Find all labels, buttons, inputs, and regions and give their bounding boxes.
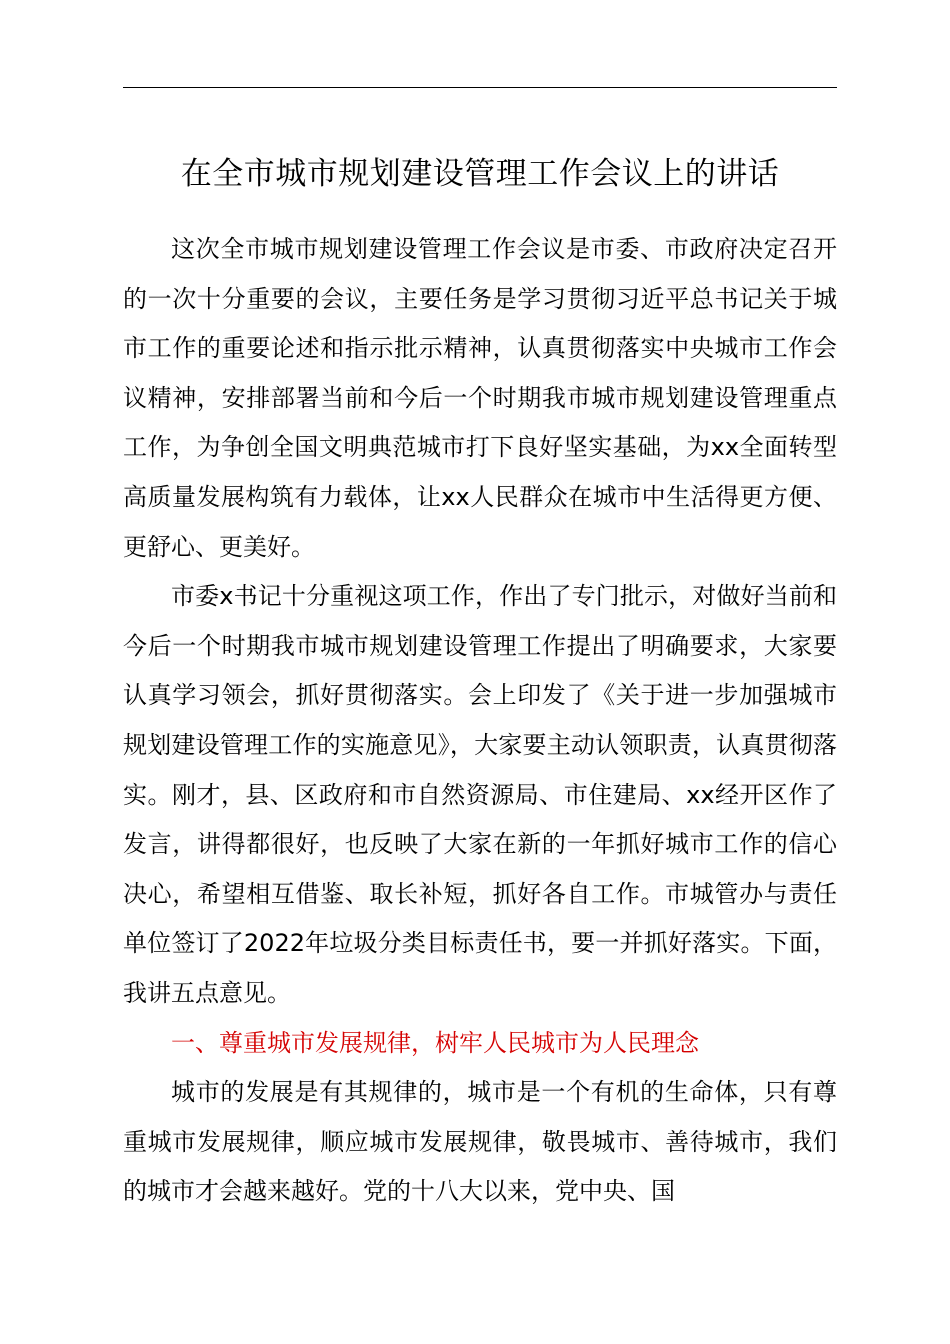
document-body (123, 225, 837, 1217)
paragraph-intro: 这次全市城市规划建设管理工作会议是市委、市政府决定召开的一次十分重要的会议，主要任务是学习贯彻习近平总书记关于城市工作的重要论述和指示批示精神，认真贯彻落实中央城市工作会议精神，安排部署当前和今后一个时期我市城市规划建设管理重点工作，为争创全国文明典范城市打下良好坚实基础，为xx全面转型高质量发展构筑有力载体，让xx人民群众在城市中生活得更方便、更舒心、更美好。 (123, 235, 837, 561)
document-title: 在全市城市规划建设管理工作会议上的讲话 (180, 156, 780, 192)
paragraph-section-one: 城市的发展是有其规律的，城市是一个有机的生命体，只有尊重城市发展规律，顺应城市发展规律，敬畏城市、善待城市，我们的城市才会越来越好。党的十八大以来，党中央、国 (123, 1078, 837, 1206)
section-heading: 一、尊重城市发展规律，树牢人民城市为人民理念 (171, 1028, 699, 1057)
paragraph-context: 市委x书记十分重视这项工作，作出了专门批示，对做好当前和今后一个时期我市城市规划建设管理工作提出了明确要求，大家要认真学习领会，抓好贯彻落实。会上印发了《关于进一步加强城市规划建设管理工作的实施意见》，大家要主动认领职责，认真贯彻落实。刚才，县、区政府和市自然资源局、市住建局、xx经开区作了发言，讲得都很好，也反映了大家在新的一年抓好城市工作的信心决心，希望相互借鉴、取长补短，抓好各自工作。市城管办与责任单位签订了2022年垃圾分类目标责任书，要一并抓好落实。下面，我讲五点意见。 (123, 582, 837, 1007)
header-rule (123, 87, 837, 88)
